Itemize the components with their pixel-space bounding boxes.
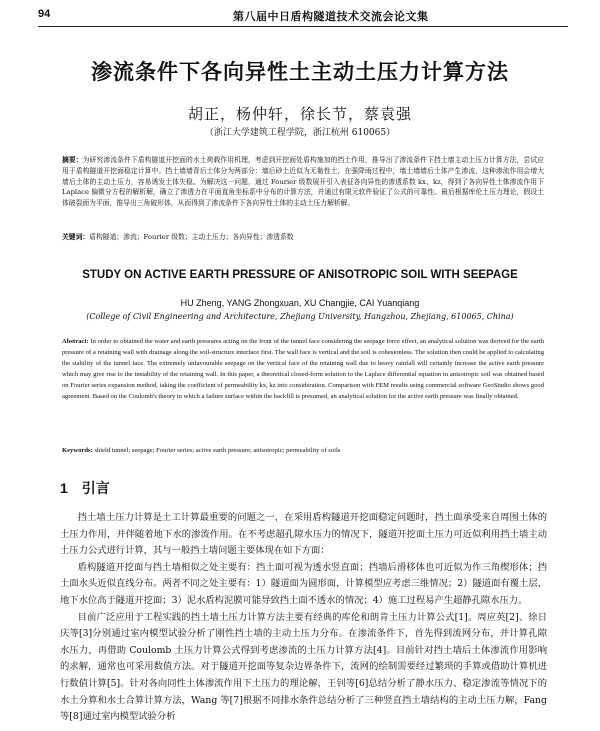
abstract-cn <box>62 155 544 209</box>
abstract-en <box>62 336 544 402</box>
body-paragraph: 挡土墙土压力计算是土工计算最重要的问题之一，在采用盾构隧道开挖面稳定问题时，挡土面承受来自周围土体的土压力作用，并伴随着地下水的渗流作用。在不考虑超孔隙水压力的情况下，隧道开挖面土压力可近似利用挡土墙主动土压力公式进行计算，其与一般挡土墙问题主要体现在如下方面： <box>60 512 547 557</box>
authors-cn: 胡正，杨仲轩，徐长节，蔡袁强 <box>187 105 412 123</box>
section-title: 引言 <box>81 480 110 496</box>
running-header-journal: 第八届中日盾构隧道技术交流会论文集 <box>233 10 429 23</box>
body-paragraph: 目前广泛应用于工程实践的挡土墙土压力计算方法主要有经典的库伦和朗肯土压力计算公式[1]。周应英[2]、徐日庆等[3]分别通过室内模型试验分析了刚性挡土墙的主动土压力分布。在渗流条件下，首先得到流网分布，并计算孔隙水压力，再借助 Coulomb 土压力计算公式得到考虑渗流的土压力计算方法[4]。目前针对挡土墙后土体渗流作用影响的求解，通常也可采用数值方法。对于隧道开挖面等复杂边界条件下，流网的绘制需要经过繁琐的手算或借助计算机进行数值计算[5]。针对各向同性土体渗流作用下土压力的理论解，王钊等[6]总结分析了静水压力、稳定渗流等情况下的水土分算和水土合算计算方法，Wang 等[7]根据不同排水条件总结分析了三种竖直挡土墙结构的主动土压力解，Fang 等[8]通过室内模型试验分析 <box>60 611 547 723</box>
section-number: 1 <box>60 480 68 496</box>
page-number: 94 <box>38 8 51 20</box>
body-paragraph: 盾构隧道开挖面与挡土墙相似之处主要有：挡土面可视为透水竖直面；挡墙后滑移体也可近似为作三角楔形体；挡土面水头近似直线分布。两者不同之处主要有：1）隧道面为圆形面，计算模型应考虑三维情况；2）隧道面有覆土层，地下水位高于隧道开挖面；3）泥水盾构泥膜可能导致挡土面不透水的情况；4）施工过程易产生超静孔隙水压力。 <box>60 561 547 606</box>
keywords-en-label: Keywords: <box>62 447 93 454</box>
abstract-cn-text: 为研究渗流条件下盾构隧道开挖面的水土荷载作用机理，考虑到开挖面处盾构施加的挡土作用，推导出了渗流条件下挡土墙主动土压力计算方法，尝试应用于盾构隧道开挖面稳定计算中。挡土墙墙背后土体分为两部分：墙后砂土近似为无黏性土，在强降雨过程中，墙土墙墙后土体产生渗流，这种渗流作用会增大墙后土体的主动土压力，容易诱发土体失稳。为解决这一问题，通过 Fourier 级数展开引入表征各向异性的渗透系数 kx、kz，得到了各向异性土体渗流作用下 Laplace 偏微分方程的解析解，确立了渗透力在平面直角坐标系中分布的计算方法，并通过有限元软件验证了公式的可靠性。最后根据库伦土压力理论，假设土体破裂面为平面，推导出三角破形体，从而得到了渗流条件下各向异性土体的主动土压力解析解。 <box>62 156 545 208</box>
section-heading <box>60 478 110 498</box>
paper-title-en: STUDY ON ACTIVE EARTH PRESSURE OF ANISOTROPIC SOIL WITH SEEPAGE <box>82 269 518 281</box>
affiliation-cn: （浙江大学建筑工程学院，浙江杭州 610065） <box>204 128 396 138</box>
affiliation-en: (College of Civil Engineering and Architecture, Zhejiang University, Hangzhou, Zhejiang, 610065, China) <box>86 312 514 321</box>
authors-en: HU Zheng, YANG Zhongxuan, XU Changjie, CAI Yuanqiang <box>180 298 420 308</box>
abstract-en-text: In order to obtained the water and earth pressures acting on the front of the tunnel face considering the seepage force effect, an analytical solution was derived for the earth pressure of a retaining wall with drainage along the soil-structure interface first. The wall face is vertical and the soil is cohesionless. The solution then could be applied to calculating the stability of the tunnel face. The extremely unfavourable seepage on the vertical face of the retaining wall due to heavy rainfall will certainly increase the active earth pressure which may give rise to the instability of the retaining wall. In this paper, a theoretical closed-form solution to the Laplace differential equation in anisotropic soil was obtained based on Fourier series expansion method, taking the coefficient of permeability kx, kz into consideration. Comparison with FEM results using commercial software GeoStudio shows good agreement. Based on the Coulomb's theory in which a failure surface within the backfill is presumed, an analytical solution for the active earth pressure was finally obtained. <box>62 338 544 400</box>
abstract-cn-label: 摘要： <box>62 156 83 164</box>
keywords-cn-label: 关键词： <box>62 233 90 241</box>
body-text <box>60 510 547 726</box>
page-header <box>38 8 568 27</box>
paper-title-cn: 渗流条件下各向异性土主动土压力计算方法 <box>91 59 509 84</box>
abstract-en-label: Abstract: <box>62 338 89 345</box>
keywords-en-text: shield tunnel; seepage; Fourier series; active earth pressure; anisotropic; permeability of soils <box>94 447 341 454</box>
keywords-en <box>62 446 544 456</box>
keywords-cn <box>62 232 544 242</box>
keywords-cn-text: 盾构隧道；渗流；Fourier 级数；主动土压力；各向异性；渗透系数 <box>89 233 294 241</box>
